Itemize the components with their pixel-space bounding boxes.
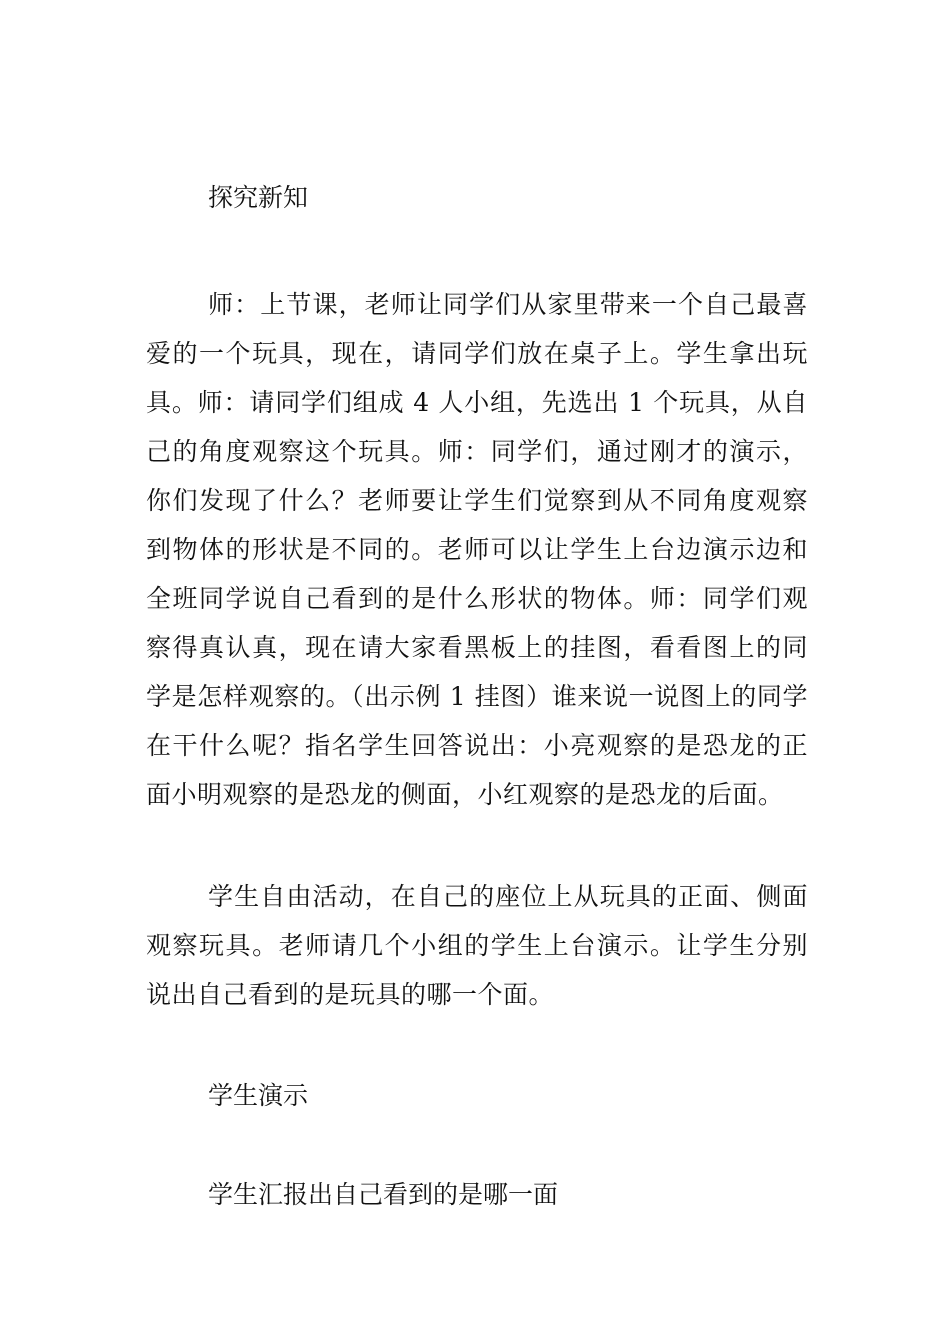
- section-heading-explore: 探究新知: [208, 183, 309, 212]
- section-heading-demo: 学生演示: [208, 1081, 309, 1110]
- paragraph-teacher-dialogue: 师：上节课，老师让同学们从家里带来一个自己最喜爱的一个玩具，现在，请同学们放在桌子上。学生拿出玩具。师：请同学们组成 4 人小组，先选出 1 个玩具，从自己的角度观察这个玩具。师：同学们，通过刚才的演示，你们发现了什么？老师要让学生们觉察到从不同角度观察到物体的形状是不同的。老师可以让学生上台边演示边和全班同学说自己看到的是什么形状的物体。师：同学们观察得真认真，现在请大家看黑板上的挂图，看看图上的同学是怎样观察的。（出示例 1 挂图）谁来说一说图上的同学在干什么呢？指名学生回答说出：小亮观察的是恐龙的正面小明观察的是恐龙的侧面，小红观察的是恐龙的后面。: [146, 290, 808, 809]
- section-heading-report: 学生汇报出自己看到的是哪一面: [208, 1180, 559, 1209]
- paragraph-student-activity: 学生自由活动，在自己的座位上从玩具的正面、侧面观察玩具。老师请几个小组的学生上台演示。让学生分别说出自己看到的是玩具的哪一个面。: [146, 882, 808, 1009]
